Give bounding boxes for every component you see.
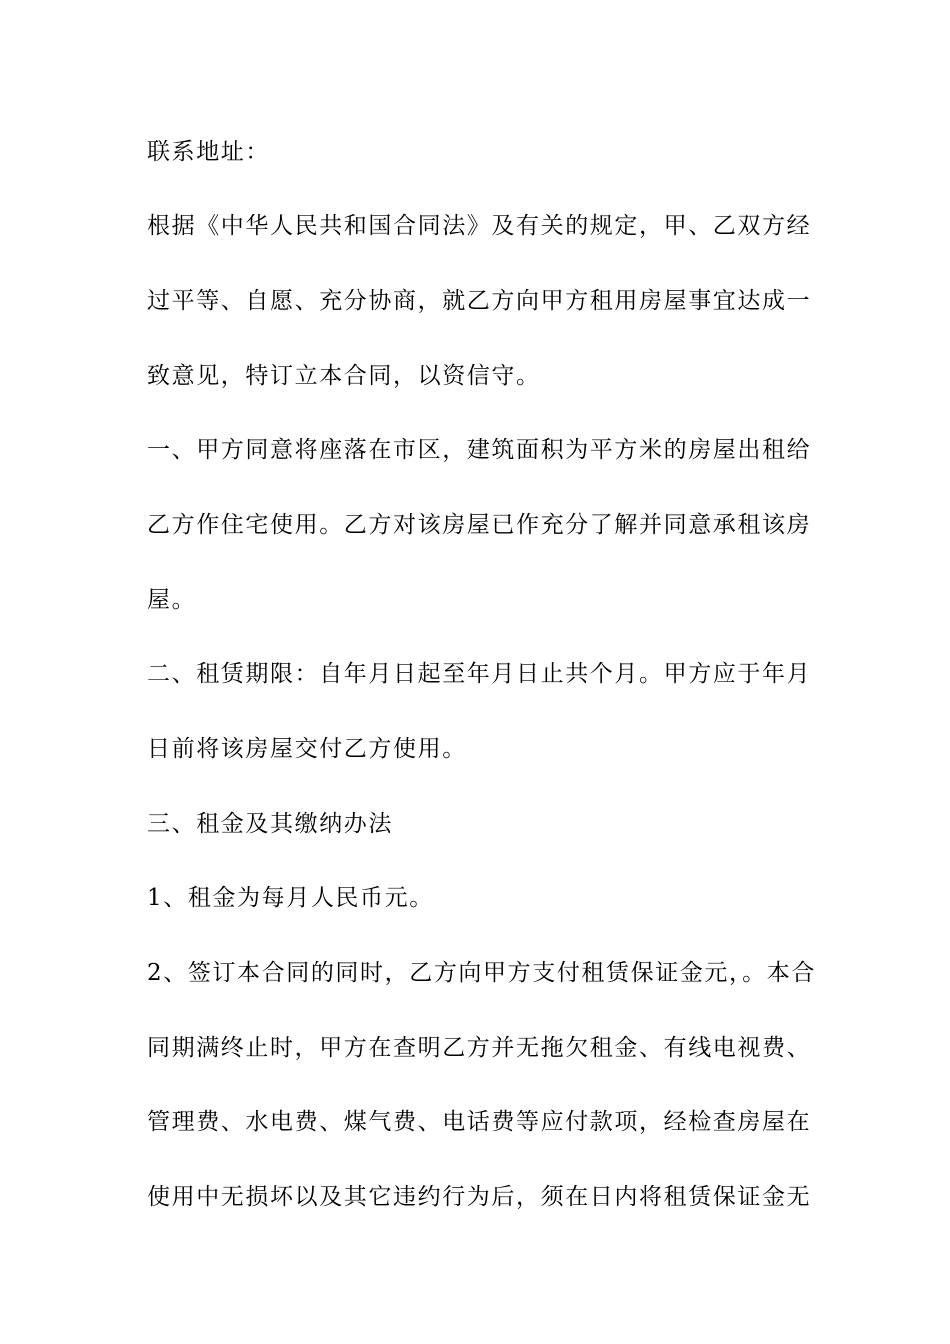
- clause-3-item-2-line-3: 管理费、水电费、煤气费、电话费等应付款项，经检查房屋在: [147, 1109, 812, 1135]
- preamble-line-1: 根据《中华人民共和国合同法》及有关的规定，甲、乙双方经: [147, 213, 812, 239]
- preamble-line-2: 过平等、自愿、充分协商，就乙方向甲方租用房屋事宜达成一: [147, 288, 812, 314]
- clause-2-line-2: 日前将该房屋交付乙方使用。: [147, 736, 467, 762]
- clause-3-item-1: 1、租金为每月人民币元。: [147, 885, 434, 911]
- clause-3-heading: 三、租金及其缴纳办法: [147, 811, 393, 837]
- preamble-line-3: 致意见，特订立本合同，以资信守。: [147, 363, 541, 389]
- clause-1-line-3: 屋。: [147, 587, 197, 613]
- clause-2-line-1: 二、租赁期限：自年月日起至年月日止共个月。甲方应于年月: [147, 661, 812, 687]
- clause-3-item-2-line-1: 2、签订本合同的同时，乙方向甲方支付租赁保证金元，。本合: [147, 960, 816, 986]
- clause-3-item-2-line-4: 使用中无损坏以及其它违约行为后，须在日内将租赁保证金无: [147, 1184, 812, 1210]
- clause-1-line-1: 一、甲方同意将座落在市区，建筑面积为平方米的房屋出租给: [147, 437, 812, 463]
- contact-address-line: 联系地址：: [147, 139, 270, 165]
- clause-1-line-2: 乙方作住宅使用。乙方对该房屋已作充分了解并同意承租该房: [147, 512, 812, 538]
- clause-3-item-2-line-2: 同期满终止时，甲方在查明乙方并无拖欠租金、有线电视费、: [147, 1035, 812, 1061]
